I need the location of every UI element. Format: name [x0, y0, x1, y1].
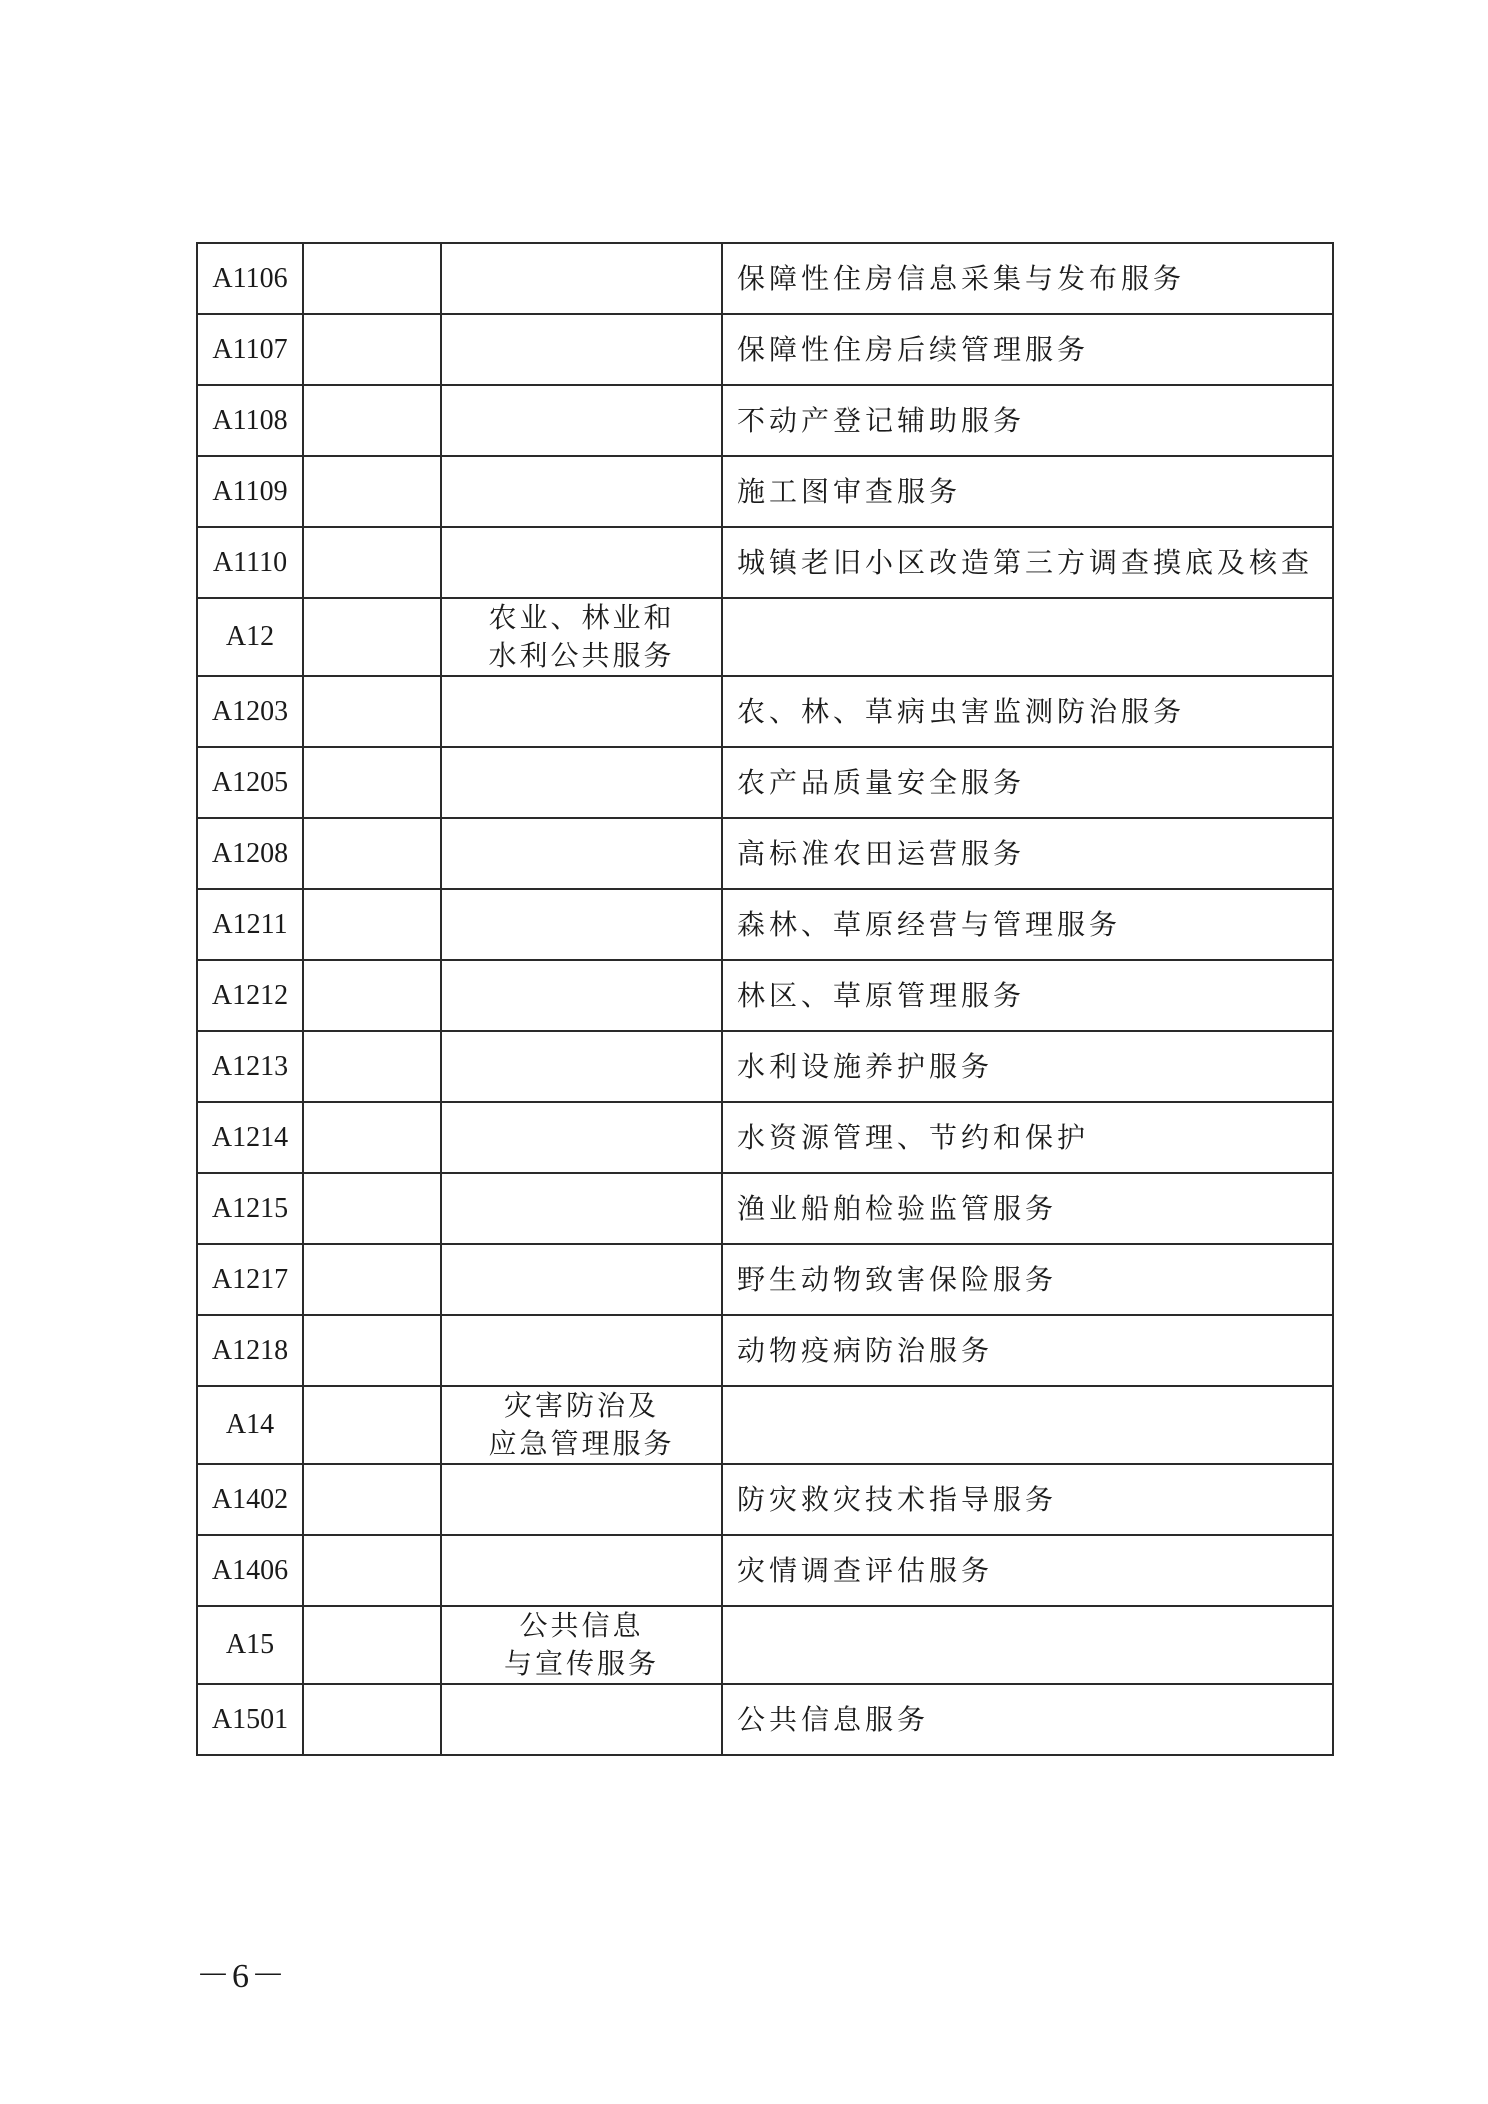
code-cell: A1214: [197, 1102, 303, 1173]
code-cell: A1218: [197, 1315, 303, 1386]
blank-cell: [303, 314, 441, 385]
service-item-cell: 水利设施养护服务: [722, 1031, 1333, 1102]
service-item-cell: 防灾救灾技术指导服务: [722, 1464, 1333, 1535]
page-number: －6－: [196, 1958, 287, 1995]
blank-cell: [303, 1102, 441, 1173]
code-cell: A1217: [197, 1244, 303, 1315]
table-row: [197, 456, 1333, 527]
code-cell: A1501: [197, 1684, 303, 1755]
table-row: [197, 1244, 1333, 1315]
table-row: [197, 1535, 1333, 1606]
code-cell: A1213: [197, 1031, 303, 1102]
code-cell: A1107: [197, 314, 303, 385]
code-cell: A15: [197, 1606, 303, 1684]
blank-cell: [303, 598, 441, 676]
category-cell: [441, 527, 722, 598]
category-cell: [441, 243, 722, 314]
code-cell: A1215: [197, 1173, 303, 1244]
table-row: [197, 527, 1333, 598]
table-row: [197, 598, 1333, 676]
table-row: [197, 818, 1333, 889]
blank-cell: [303, 1684, 441, 1755]
service-item-cell: [722, 598, 1333, 676]
category-cell: [441, 1606, 722, 1684]
blank-cell: [303, 889, 441, 960]
code-cell: A1208: [197, 818, 303, 889]
code-cell: A1109: [197, 456, 303, 527]
code-cell: A14: [197, 1386, 303, 1464]
table-row: [197, 1031, 1333, 1102]
code-cell: A1406: [197, 1535, 303, 1606]
blank-cell: [303, 243, 441, 314]
code-cell: A1203: [197, 676, 303, 747]
table-row: [197, 1464, 1333, 1535]
code-cell: A1211: [197, 889, 303, 960]
blank-cell: [303, 960, 441, 1031]
blank-cell: [303, 1315, 441, 1386]
blank-cell: [303, 747, 441, 818]
category-cell: [441, 1535, 722, 1606]
category-cell: [441, 676, 722, 747]
blank-cell: [303, 385, 441, 456]
blank-cell: [303, 1535, 441, 1606]
category-cell: [441, 1315, 722, 1386]
table-row: [197, 676, 1333, 747]
blank-cell: [303, 1031, 441, 1102]
category-cell: [441, 1173, 722, 1244]
blank-cell: [303, 818, 441, 889]
category-cell: [441, 1102, 722, 1173]
service-item-cell: 城镇老旧小区改造第三方调查摸底及核查: [722, 527, 1333, 598]
category-cell: [441, 1031, 722, 1102]
blank-cell: [303, 1386, 441, 1464]
table-row: [197, 314, 1333, 385]
table-row: [197, 1102, 1333, 1173]
service-item-cell: 渔业船舶检验监管服务: [722, 1173, 1333, 1244]
category-cell: [441, 818, 722, 889]
table-row: [197, 385, 1333, 456]
category-cell: [441, 1244, 722, 1315]
service-item-cell: [722, 1606, 1333, 1684]
service-item-cell: 林区、草原管理服务: [722, 960, 1333, 1031]
category-cell: [441, 1386, 722, 1464]
blank-cell: [303, 1606, 441, 1684]
service-item-cell: 农产品质量安全服务: [722, 747, 1333, 818]
category-cell: [441, 456, 722, 527]
service-catalog-table: [196, 242, 1334, 1756]
service-item-cell: 保障性住房信息采集与发布服务: [722, 243, 1333, 314]
service-item-cell: 保障性住房后续管理服务: [722, 314, 1333, 385]
blank-cell: [303, 1464, 441, 1535]
category-cell: [441, 1684, 722, 1755]
table-row: [197, 1173, 1333, 1244]
service-item-cell: 农、林、草病虫害监测防治服务: [722, 676, 1333, 747]
category-cell: [441, 598, 722, 676]
service-item-cell: 水资源管理、节约和保护: [722, 1102, 1333, 1173]
table-row: [197, 1315, 1333, 1386]
code-cell: A1205: [197, 747, 303, 818]
category-cell: [441, 747, 722, 818]
code-cell: A12: [197, 598, 303, 676]
service-item-cell: 野生动物致害保险服务: [722, 1244, 1333, 1315]
table-row: [197, 1386, 1333, 1464]
category-cell: [441, 960, 722, 1031]
blank-cell: [303, 456, 441, 527]
table-row: [197, 1684, 1333, 1755]
blank-cell: [303, 527, 441, 598]
table-row: [197, 1606, 1333, 1684]
category-cell: [441, 889, 722, 960]
service-item-cell: 动物疫病防治服务: [722, 1315, 1333, 1386]
blank-cell: [303, 1244, 441, 1315]
category-label: 灾害防治及 应急管理服务: [488, 1389, 675, 1460]
service-item-cell: 高标准农田运营服务: [722, 818, 1333, 889]
service-item-cell: 施工图审查服务: [722, 456, 1333, 527]
service-item-cell: [722, 1386, 1333, 1464]
category-cell: [441, 385, 722, 456]
code-cell: A1110: [197, 527, 303, 598]
service-item-cell: 不动产登记辅助服务: [722, 385, 1333, 456]
category-label: 公共信息 与宣传服务: [503, 1609, 659, 1680]
table-row: [197, 243, 1333, 314]
blank-cell: [303, 676, 441, 747]
table-row: [197, 889, 1333, 960]
category-cell: [441, 1464, 722, 1535]
code-cell: A1212: [197, 960, 303, 1031]
code-cell: A1108: [197, 385, 303, 456]
code-cell: A1106: [197, 243, 303, 314]
blank-cell: [303, 1173, 441, 1244]
service-item-cell: 灾情调查评估服务: [722, 1535, 1333, 1606]
code-cell: A1402: [197, 1464, 303, 1535]
service-item-cell: 森林、草原经营与管理服务: [722, 889, 1333, 960]
category-cell: [441, 314, 722, 385]
table-row: [197, 747, 1333, 818]
category-label: 农业、林业和 水利公共服务: [488, 601, 675, 672]
service-item-cell: 公共信息服务: [722, 1684, 1333, 1755]
table-row: [197, 960, 1333, 1031]
